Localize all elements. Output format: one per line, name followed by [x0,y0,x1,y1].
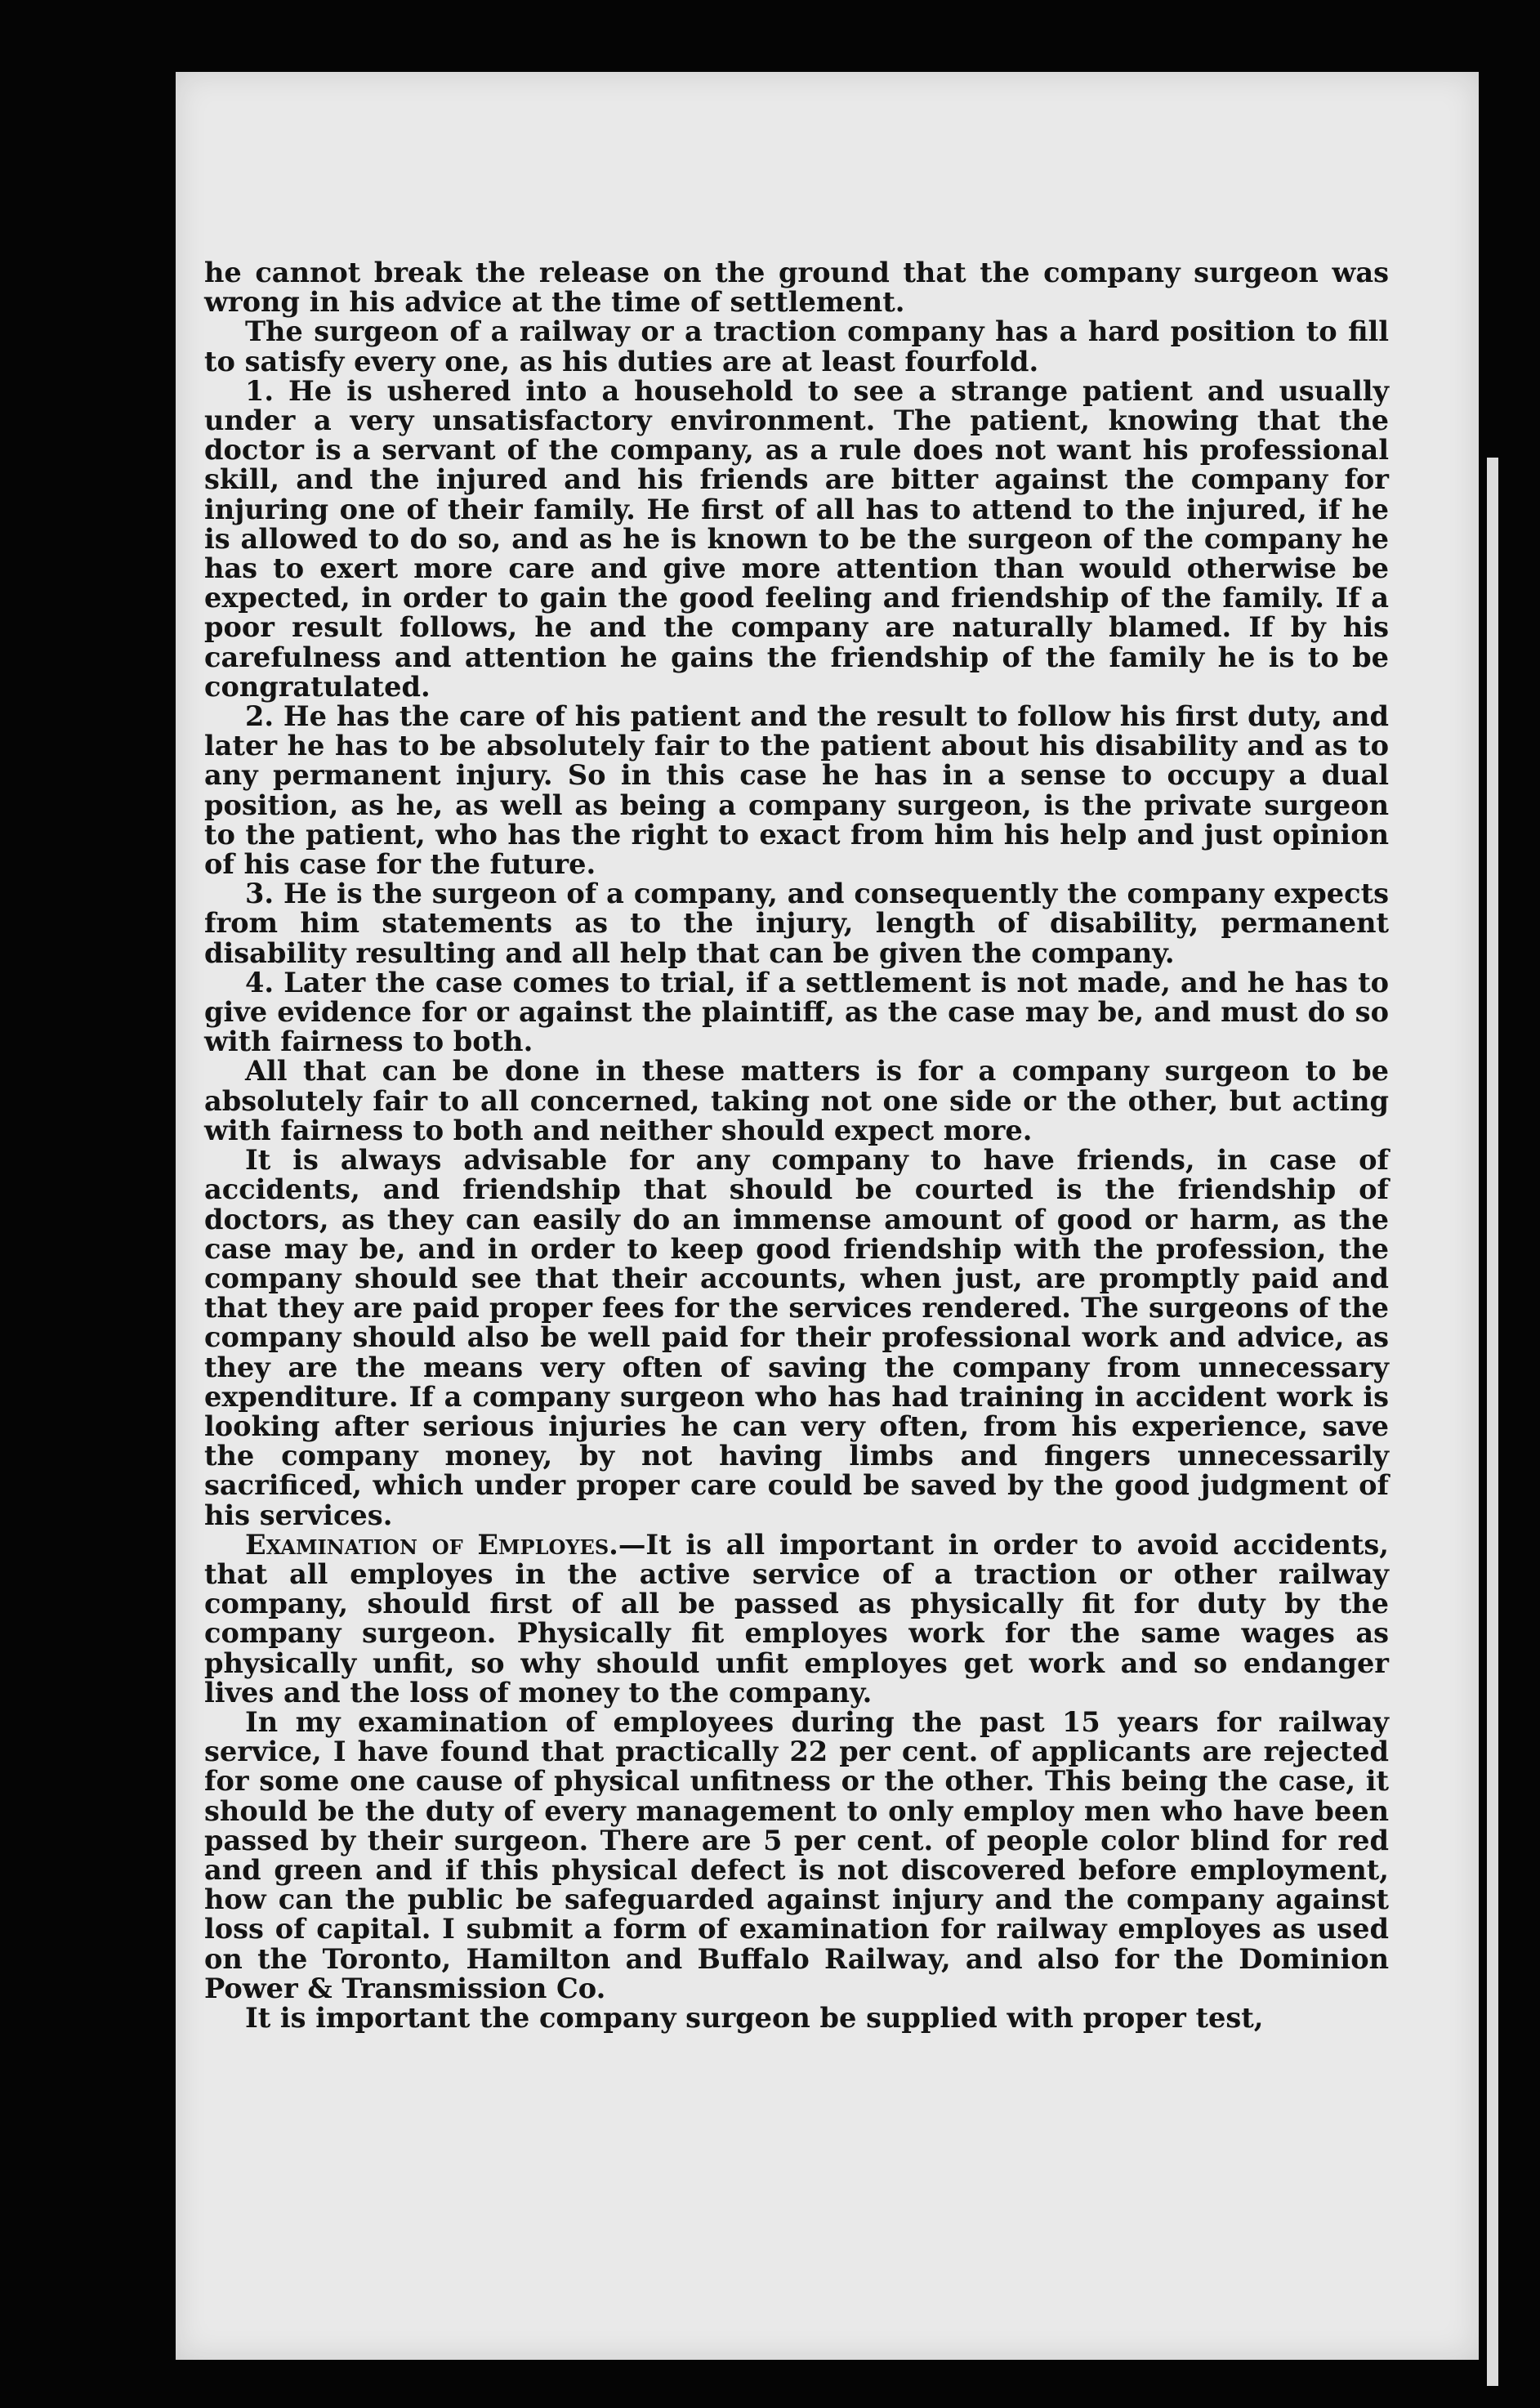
body-text [204,257,1389,2032]
paragraph-6: 4. Later the case comes to trial, if a settlement is not made, and he has to give evidence for or against the plaintiff, as the case may be, and must do so with fairness to both. [204,965,1389,1058]
paragraph-2: The surgeon of a railway or a traction company has a hard position to fill to satisfy every one, as his duties are at least fourfold. [204,315,1389,378]
paragraph-5: 3. He is the surgeon of a company, and consequently the company expects from him statements as to the injury, length of disability, permanent disability resulting and all help that can be given the company. [204,877,1389,969]
paragraph-3: 1. He is ushered into a household to see a strange patient and usually under a very unsatisfactory environment. The patient, knowing that the doctor is a servant of the company, as a rule does not want his professional skill, and the injured and his friends are bitter against the company for injuring one of their family. He first of all has to attend to the injured, if he is allowed to do so, and as he is known to be the surgeon of the company he has to exert more care and give more attention than would otherwise be expected, in order to gain the good feeling and friendship of the family. If a poor result follows, he and the company are naturally blamed. If by his carefulness and attention he gains the friendship of the family he is to be congratulated. [204,373,1389,703]
paragraph-9 [204,1527,1389,1709]
paragraph-11: It is important the company surgeon be supplied with proper test, [245,2000,1264,2034]
paragraph-4: 2. He has the care of his patient and the result to follow his first duty, and later he has to be absolutely fair to the patient about his disability and as to any permanent injury. So in this case he has in a sense to occupy a dual position, as he, as well as being a company surgeon, is the private surgeon to the patient, who has the right to exact from him his help and just opinion of his case for the future. [204,699,1389,881]
paragraph-1: he cannot break the release on the ground that the company surgeon was wrong in his advice at the time of settlement. [204,256,1389,319]
adjacent-page-edge [1487,458,1498,2386]
paragraph-10: In my examination of employees during the past 15 years for railway service, I have found that practically 22 per cent. of applicants are rejected for some one cause of physical unfitness or the other. This being the case, it should be the duty of every management to only employ men who have been passed by their surgeon. There are 5 per cent. of people color blind for red and green and if this physical defect is not discovered before employment, how can the public be safeguarded against injury and the company against loss of capital. I submit a form of examination for railway employes as used on the Toronto, Hamilton and Buffalo Railway, and also for the Dominion Power & Transmission Co. [204,1704,1389,2004]
section-heading: Examination of Employes. [245,1527,618,1561]
paragraph-8: It is always advisable for any company to have friends, in case of accidents, and friendship that should be courted is the friendship of doctors, as they can easily do an immense amount of good or harm, as the case may be, and in order to keep good friendship with the profession, the company should see that their accounts, when just, are promptly paid and that they are paid proper fees for the services rendered. The surgeons of the company should also be well paid for their professional work and advice, as they are the means very often of saving the company from unnecessary expenditure. If a company surgeon who has had training in accident work is looking after serious injuries he can very often, from his experience, save the company money, by not having limbs and fingers unnecessarily sacrificed, which under proper care could be saved by the good judgment of his services. [204,1143,1389,1531]
paragraph-9-text: —It is all important in order to avoid accidents, that all employes in the active service of a traction or other railway company, should first of all be passed as physically fit for duty by the company surgeon. Physically fit employes work for the same wages as physically unfit, so why should unfit employes get work and so endanger lives and the loss of money to the company. [204,1527,1389,1709]
paragraph-7: All that can be done in these matters is for a company surgeon to be absolutely fair to all concerned, taking not one side or the other, but acting with fairness to both and neither should expect more. [204,1054,1389,1146]
